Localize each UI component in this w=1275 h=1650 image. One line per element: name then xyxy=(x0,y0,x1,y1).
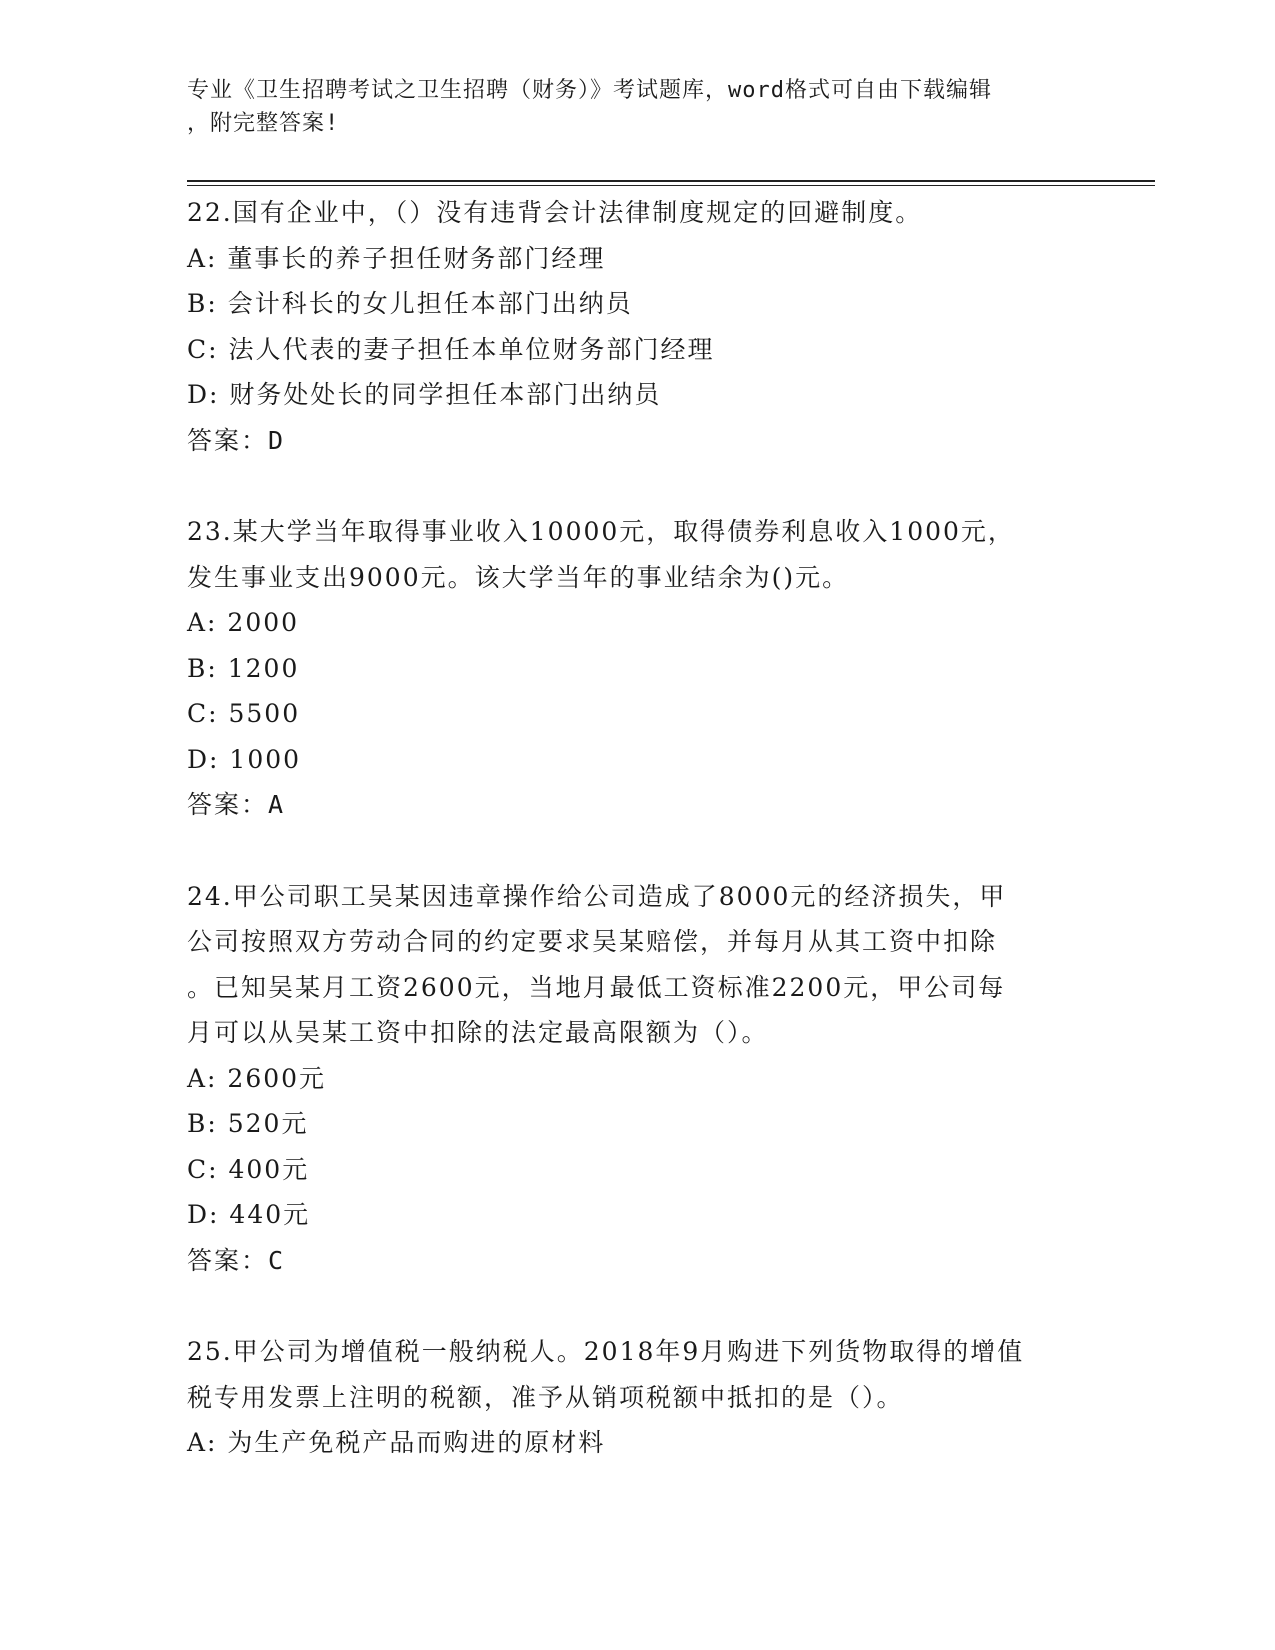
option-b: B: 会计科长的女儿担任本部门出纳员 xyxy=(187,289,633,318)
option-b: B: 1200 xyxy=(187,653,300,683)
option-c: C: 法人代表的妻子担任本单位财务部门经理 xyxy=(187,334,715,364)
option-b: B: 520元 xyxy=(187,1109,309,1138)
option-a: A: 2000 xyxy=(187,608,300,637)
option-d: D: 财务处处长的同学担任本部门出纳员 xyxy=(187,380,662,409)
question-stem-line-4: 月可以从吴某工资中扣除的法定最高限额为（）。 xyxy=(187,1018,769,1047)
header-line-2: ，附完整答案! xyxy=(187,111,340,136)
option-a: A: 董事长的养子担任财务部门经理 xyxy=(187,243,606,273)
option-d: D: 440元 xyxy=(187,1200,311,1229)
option-c: C: 5500 xyxy=(187,699,301,728)
question-stem-line-2: 发生事业支出9000元。该大学当年的事业结余为()元。 xyxy=(187,562,850,592)
question-23 xyxy=(187,509,1087,828)
option-d: D: 1000 xyxy=(187,744,302,774)
question-22 xyxy=(187,190,1087,463)
header-rule-thin xyxy=(187,185,1155,186)
document-header xyxy=(187,74,1087,140)
option-a: A: 为生产免税产品而购进的原材料 xyxy=(187,1428,606,1457)
question-list xyxy=(187,190,1087,1512)
question-stem-line-1: 23.某大学当年取得事业收入10000元，取得债券利息收入1000元， xyxy=(187,517,1015,546)
question-25 xyxy=(187,1329,1087,1466)
question-stem-line-1: 24.甲公司职工吴某因违章操作给公司造成了8000元的经济损失，甲 xyxy=(187,881,1007,911)
answer: 答案：C xyxy=(187,1245,286,1275)
question-stem-line-2: 税专用发票上注明的税额，准予从销项税额中抵扣的是（）。 xyxy=(187,1382,904,1412)
question-stem-line-1: 25.甲公司为增值税一般纳税人。2018年9月购进下列货物取得的增值 xyxy=(187,1337,1025,1366)
question-stem-line-3: 。已知吴某月工资2600元，当地月最低工资标准2200元，甲公司每 xyxy=(187,972,1006,1002)
answer: 答案：D xyxy=(187,425,286,455)
question-stem-line-2: 公司按照双方劳动合同的约定要求吴某赔偿，并每月从其工资中扣除 xyxy=(187,927,998,956)
answer: 答案：A xyxy=(187,790,286,819)
header-line-1: 专业《卫生招聘考试之卫生招聘（财务）》考试题库，word格式可自由下载编辑 xyxy=(187,78,992,103)
option-c: C: 400元 xyxy=(187,1154,310,1184)
question-stem: 22.国有企业中，（）没有违背会计法律制度规定的回避制度。 xyxy=(187,198,923,227)
option-a: A: 2600元 xyxy=(187,1063,327,1093)
header-rule-thick xyxy=(187,180,1155,182)
question-24 xyxy=(187,874,1087,1284)
